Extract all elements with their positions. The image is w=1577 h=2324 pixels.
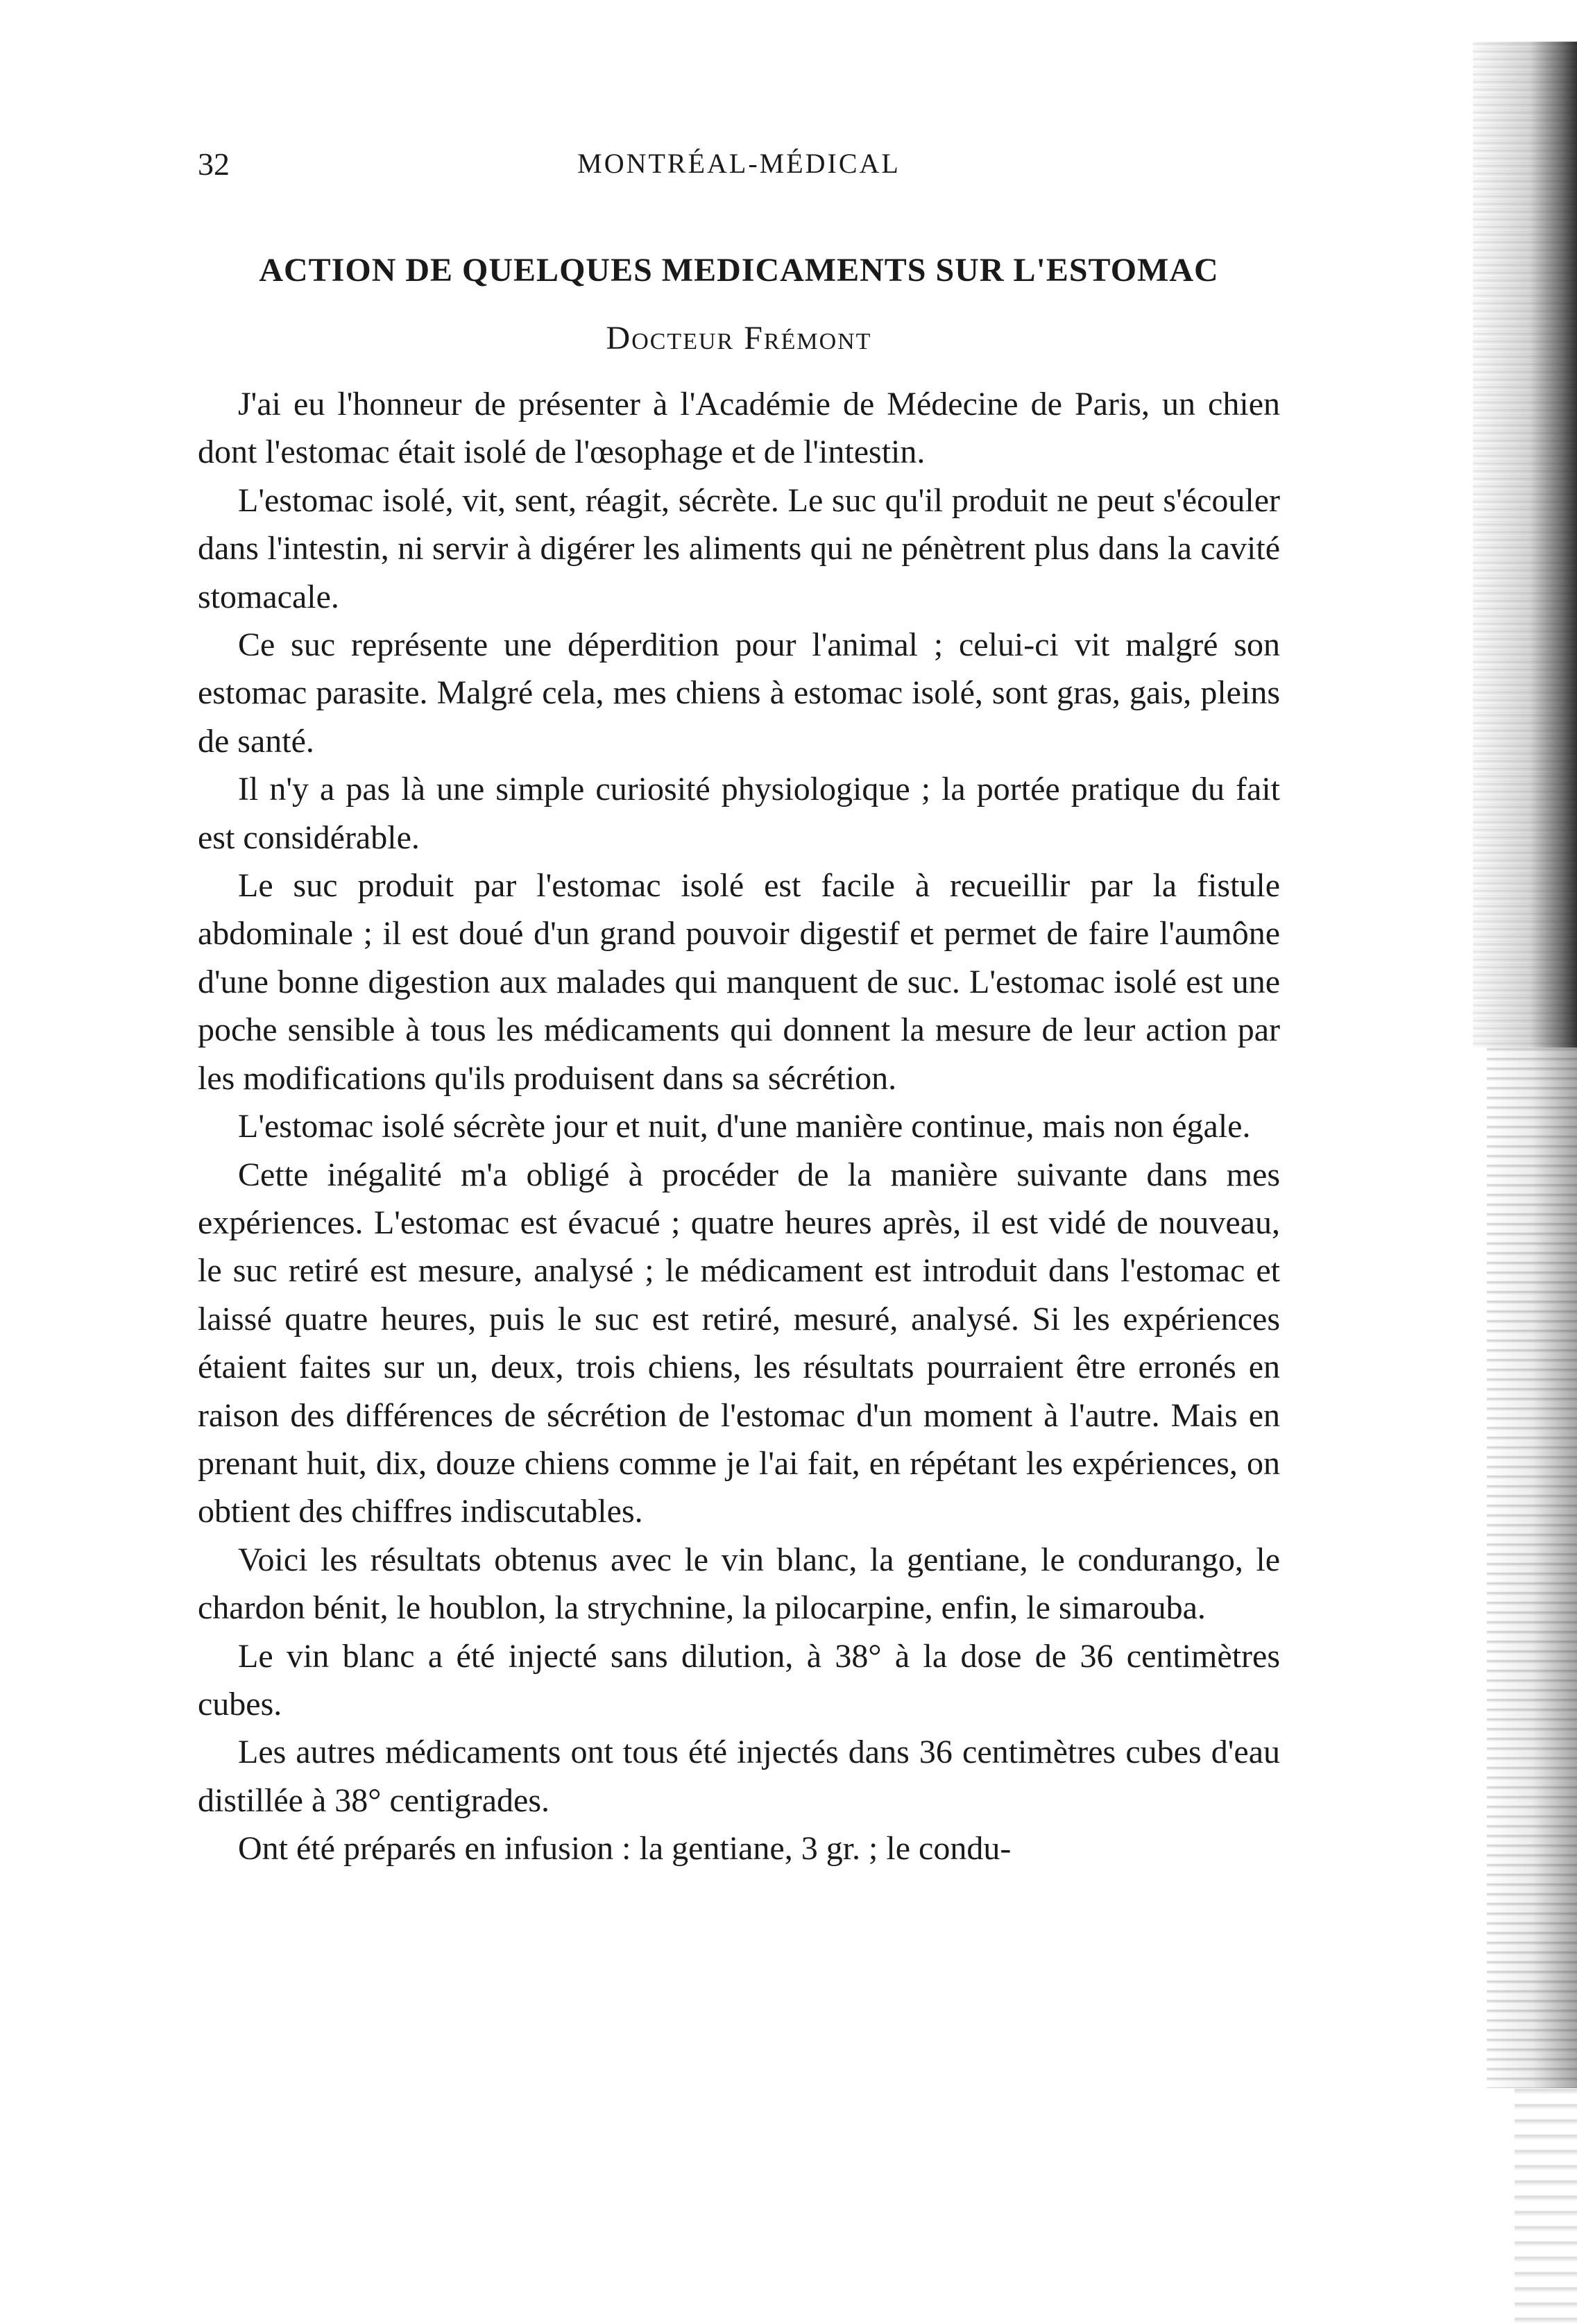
paragraph: Il n'y a pas là une simple curiosité physiologique ; la portée pratique du fait est considérable. (198, 771, 1280, 856)
paragraph: Voici les résultats obtenus avec le vin blanc, la gentiane, le condurango, le chardon bénit, le houblon, la strychnine, la pilocarpine, enfin, le simarouba. (198, 1541, 1280, 1627)
paragraph: J'ai eu l'honneur de présenter à l'Académie de Médecine de Paris, un chien dont l'estomac était isolé de l'œsophage et de l'intestin. (198, 386, 1280, 471)
paragraph: Ont été préparés en infusion : la gentiane, 3 gr. ; le condu- (238, 1830, 1012, 1868)
paragraph: Ce suc représente une déperdition pour l'animal ; celui-ci vit malgré son estomac parasite. Malgré cela, mes chiens à estomac isolé, sont gras, gais, pleins de santé. (198, 626, 1280, 760)
paragraph: L'estomac isolé, vit, sent, réagit, sécrète. Le suc qu'il produit ne peut s'écouler dans l'intestin, ni servir à digérer les aliments qui ne pénètrent plus dans la cavité stomacale. (198, 481, 1280, 615)
article-body (198, 380, 1280, 1873)
article-title: ACTION DE QUELQUES MEDICAMENTS SUR L'ESTOMAC (259, 252, 1219, 289)
page-edge-lower (1515, 2088, 1577, 2324)
running-head (198, 146, 1280, 187)
paragraph: L'estomac isolé sécrète jour et nuit, d'une manière continue, mais non égale. (238, 1108, 1251, 1145)
article-author: Docteur Frémont (606, 320, 872, 357)
page-edge-shadow (1473, 42, 1577, 1048)
paragraph: Les autres médicaments ont tous été injectés dans 36 centimètres cubes d'eau distillée à 38° centigrades. (198, 1734, 1280, 1819)
paragraph: Cette inégalité m'a obligé à procéder de la manière suivante dans mes expériences. L'estomac est évacué ; quatre heures après, il est vidé de nouveau, le suc retiré est mesure, analysé ; le médicament est introduit dans l'estomac et laissé quatre heures, puis le suc est retiré, mesuré, analysé. Si les expériences étaient faites sur un, deux, trois chiens, les résultats pourraient être erronés en raison des différences de sécrétion de l'estomac d'un moment à l'autre. Mais en prenant huit, dix, douze chiens comme je l'ai fait, en répétant les expériences, on obtient des chiffres indiscutables. (198, 1156, 1280, 1530)
page-edge-speckle (1487, 1048, 1577, 2088)
paragraph: Le suc produit par l'estomac isolé est facile à recueillir par la fistule abdominale ; il est doué d'un grand pouvoir digestif et permet de faire l'aumône d'une bonne digestion aux malades qui manquent de suc. L'estomac isolé est une poche sensible à tous les médicaments qui donnent la mesure de leur action par les modifications qu'ils produisent dans sa sécrétion. (198, 867, 1280, 1097)
journal-name: MONTRÉAL-MÉDICAL (577, 148, 901, 179)
page-number: 32 (198, 146, 230, 182)
paragraph: Le vin blanc a été injecté sans dilution, à 38° à la dose de 36 centimètres cubes. (198, 1637, 1280, 1723)
